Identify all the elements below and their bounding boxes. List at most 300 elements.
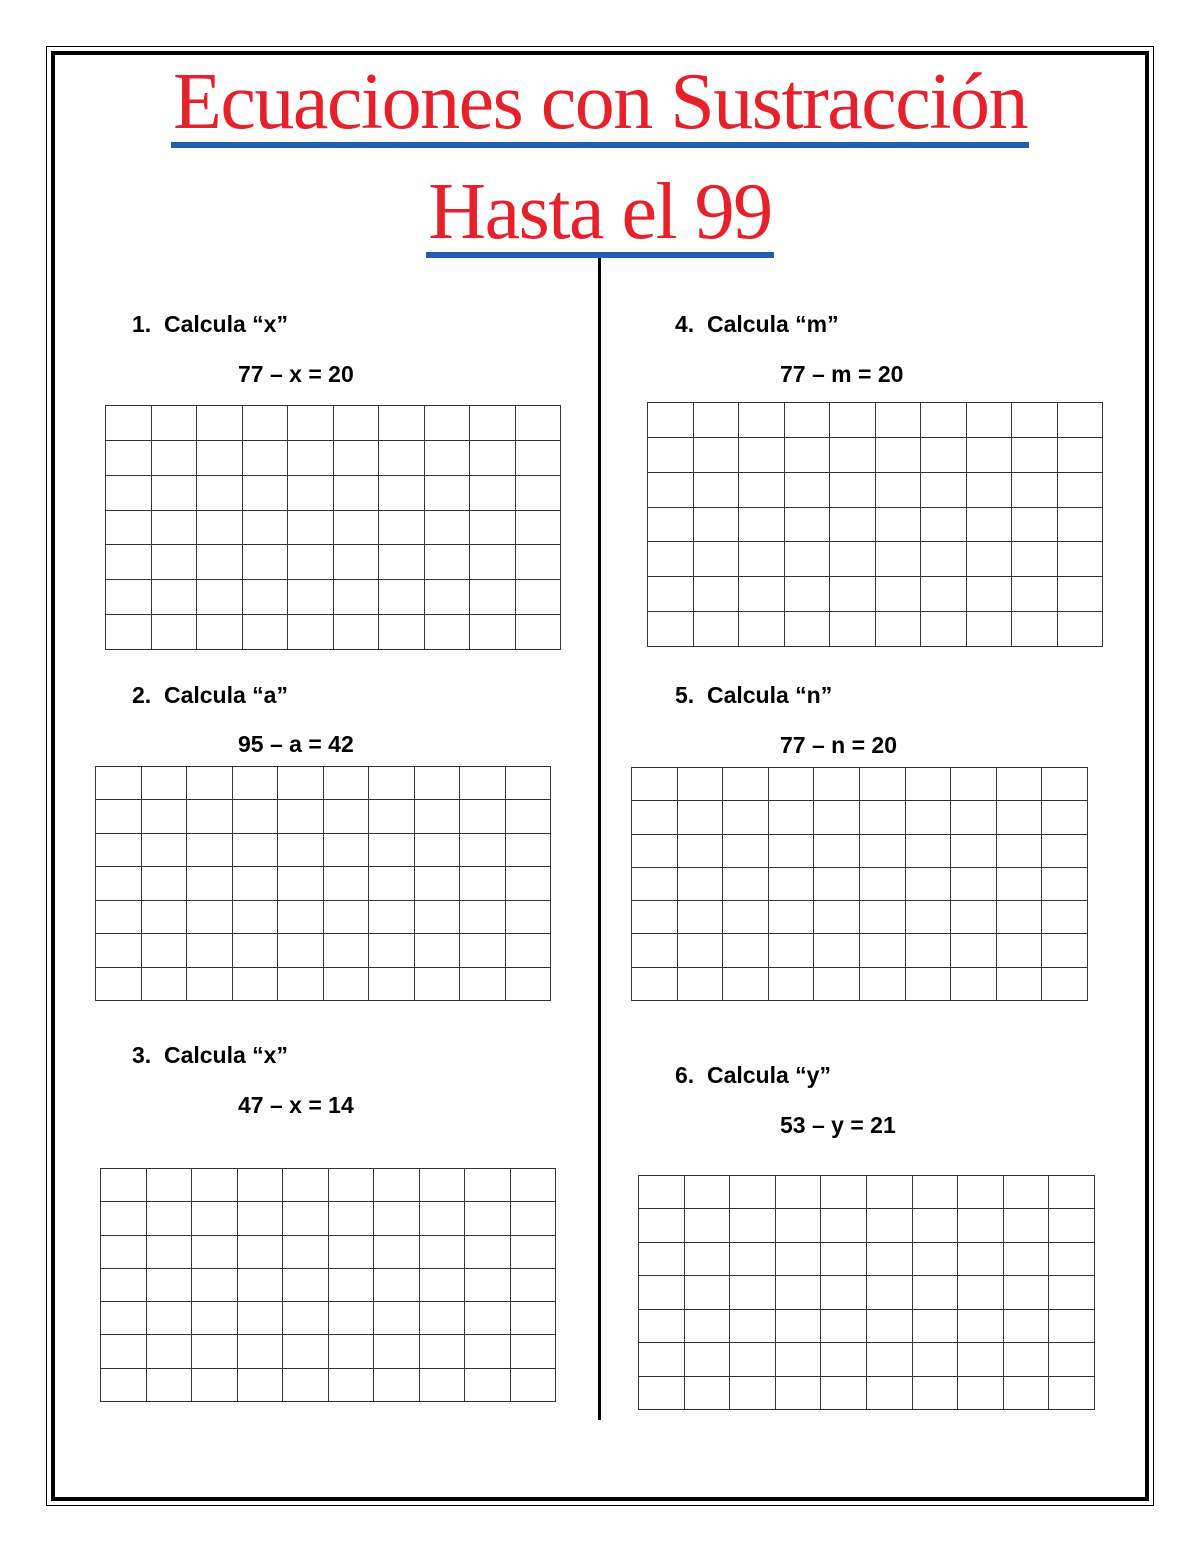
grid-cell[interactable] xyxy=(278,767,324,800)
grid-cell[interactable] xyxy=(1012,403,1058,438)
grid-cell[interactable] xyxy=(921,577,967,612)
grid-cell[interactable] xyxy=(238,1169,284,1202)
grid-cell[interactable] xyxy=(465,1236,511,1269)
grid-cell[interactable] xyxy=(821,1377,867,1410)
grid-cell[interactable] xyxy=(1042,968,1088,1001)
grid-cell[interactable] xyxy=(142,901,188,934)
grid-cell[interactable] xyxy=(678,868,724,901)
grid-cell[interactable] xyxy=(147,1236,193,1269)
grid-cell[interactable] xyxy=(730,1377,776,1410)
grid-cell[interactable] xyxy=(470,476,516,511)
grid-cell[interactable] xyxy=(425,511,471,546)
grid-cell[interactable] xyxy=(460,867,506,900)
grid-cell[interactable] xyxy=(867,1209,913,1242)
grid-cell[interactable] xyxy=(723,868,769,901)
grid-cell[interactable] xyxy=(324,867,370,900)
grid-cell[interactable] xyxy=(678,901,724,934)
grid-cell[interactable] xyxy=(197,580,243,615)
grid-cell[interactable] xyxy=(334,615,380,650)
grid-cell[interactable] xyxy=(470,441,516,476)
grid-cell[interactable] xyxy=(187,934,233,967)
grid-cell[interactable] xyxy=(776,1310,822,1343)
grid-cell[interactable] xyxy=(516,511,562,546)
grid-cell[interactable] xyxy=(187,901,233,934)
grid-cell[interactable] xyxy=(465,1302,511,1335)
grid-cell[interactable] xyxy=(785,577,831,612)
grid-cell[interactable] xyxy=(906,835,952,868)
grid-cell[interactable] xyxy=(187,867,233,900)
grid-cell[interactable] xyxy=(958,1209,1004,1242)
grid-cell[interactable] xyxy=(723,835,769,868)
grid-cell[interactable] xyxy=(511,1335,557,1368)
grid-cell[interactable] xyxy=(142,867,188,900)
grid-cell[interactable] xyxy=(906,768,952,801)
grid-cell[interactable] xyxy=(460,934,506,967)
grid-cell[interactable] xyxy=(425,580,471,615)
grid-cell[interactable] xyxy=(233,968,279,1001)
grid-cell[interactable] xyxy=(152,580,198,615)
grid-cell[interactable] xyxy=(876,577,922,612)
grid-cell[interactable] xyxy=(769,868,815,901)
grid-cell[interactable] xyxy=(369,867,415,900)
grid-cell[interactable] xyxy=(951,934,997,967)
grid-cell[interactable] xyxy=(506,867,552,900)
exercise-4-answer-grid[interactable] xyxy=(647,402,1103,647)
grid-cell[interactable] xyxy=(197,545,243,580)
grid-cell[interactable] xyxy=(921,508,967,543)
grid-cell[interactable] xyxy=(694,577,740,612)
grid-cell[interactable] xyxy=(142,834,188,867)
grid-cell[interactable] xyxy=(278,834,324,867)
grid-cell[interactable] xyxy=(334,545,380,580)
grid-cell[interactable] xyxy=(243,580,289,615)
grid-cell[interactable] xyxy=(243,476,289,511)
grid-cell[interactable] xyxy=(374,1302,420,1335)
grid-cell[interactable] xyxy=(470,511,516,546)
grid-cell[interactable] xyxy=(415,867,461,900)
grid-cell[interactable] xyxy=(192,1302,238,1335)
grid-cell[interactable] xyxy=(142,968,188,1001)
grid-cell[interactable] xyxy=(1049,1276,1095,1309)
grid-cell[interactable] xyxy=(921,542,967,577)
grid-cell[interactable] xyxy=(685,1176,731,1209)
grid-cell[interactable] xyxy=(420,1369,466,1402)
grid-cell[interactable] xyxy=(243,545,289,580)
grid-cell[interactable] xyxy=(106,406,152,441)
grid-cell[interactable] xyxy=(1058,473,1104,508)
grid-cell[interactable] xyxy=(369,834,415,867)
grid-cell[interactable] xyxy=(460,767,506,800)
grid-cell[interactable] xyxy=(639,1377,685,1410)
grid-cell[interactable] xyxy=(1058,612,1104,647)
grid-cell[interactable] xyxy=(776,1343,822,1376)
grid-cell[interactable] xyxy=(776,1276,822,1309)
grid-cell[interactable] xyxy=(142,934,188,967)
grid-cell[interactable] xyxy=(739,612,785,647)
grid-cell[interactable] xyxy=(192,1236,238,1269)
grid-cell[interactable] xyxy=(288,441,334,476)
grid-cell[interactable] xyxy=(283,1202,329,1235)
grid-cell[interactable] xyxy=(632,768,678,801)
grid-cell[interactable] xyxy=(142,800,188,833)
grid-cell[interactable] xyxy=(324,800,370,833)
grid-cell[interactable] xyxy=(96,800,142,833)
grid-cell[interactable] xyxy=(830,473,876,508)
grid-cell[interactable] xyxy=(324,834,370,867)
grid-cell[interactable] xyxy=(958,1243,1004,1276)
grid-cell[interactable] xyxy=(238,1269,284,1302)
grid-cell[interactable] xyxy=(233,901,279,934)
grid-cell[interactable] xyxy=(243,441,289,476)
grid-cell[interactable] xyxy=(233,867,279,900)
grid-cell[interactable] xyxy=(1049,1310,1095,1343)
grid-cell[interactable] xyxy=(1058,542,1104,577)
grid-cell[interactable] xyxy=(465,1335,511,1368)
grid-cell[interactable] xyxy=(1042,835,1088,868)
grid-cell[interactable] xyxy=(238,1302,284,1335)
grid-cell[interactable] xyxy=(329,1269,375,1302)
grid-cell[interactable] xyxy=(197,511,243,546)
grid-cell[interactable] xyxy=(867,1343,913,1376)
grid-cell[interactable] xyxy=(96,901,142,934)
grid-cell[interactable] xyxy=(106,441,152,476)
grid-cell[interactable] xyxy=(785,438,831,473)
grid-cell[interactable] xyxy=(516,476,562,511)
grid-cell[interactable] xyxy=(283,1302,329,1335)
grid-cell[interactable] xyxy=(243,615,289,650)
grid-cell[interactable] xyxy=(776,1209,822,1242)
grid-cell[interactable] xyxy=(152,615,198,650)
grid-cell[interactable] xyxy=(152,476,198,511)
grid-cell[interactable] xyxy=(192,1269,238,1302)
grid-cell[interactable] xyxy=(785,473,831,508)
grid-cell[interactable] xyxy=(694,473,740,508)
grid-cell[interactable] xyxy=(288,511,334,546)
grid-cell[interactable] xyxy=(187,968,233,1001)
grid-cell[interactable] xyxy=(233,767,279,800)
grid-cell[interactable] xyxy=(632,901,678,934)
grid-cell[interactable] xyxy=(233,934,279,967)
grid-cell[interactable] xyxy=(147,1369,193,1402)
grid-cell[interactable] xyxy=(197,615,243,650)
grid-cell[interactable] xyxy=(465,1269,511,1302)
grid-cell[interactable] xyxy=(324,901,370,934)
grid-cell[interactable] xyxy=(283,1335,329,1368)
grid-cell[interactable] xyxy=(967,438,1013,473)
grid-cell[interactable] xyxy=(997,934,1043,967)
grid-cell[interactable] xyxy=(324,968,370,1001)
grid-cell[interactable] xyxy=(147,1169,193,1202)
grid-cell[interactable] xyxy=(632,934,678,967)
grid-cell[interactable] xyxy=(511,1202,557,1235)
grid-cell[interactable] xyxy=(415,934,461,967)
grid-cell[interactable] xyxy=(506,767,552,800)
grid-cell[interactable] xyxy=(739,542,785,577)
grid-cell[interactable] xyxy=(830,577,876,612)
grid-cell[interactable] xyxy=(1049,1377,1095,1410)
grid-cell[interactable] xyxy=(685,1377,731,1410)
grid-cell[interactable] xyxy=(906,868,952,901)
grid-cell[interactable] xyxy=(951,901,997,934)
grid-cell[interactable] xyxy=(913,1310,959,1343)
grid-cell[interactable] xyxy=(415,767,461,800)
grid-cell[interactable] xyxy=(876,403,922,438)
grid-cell[interactable] xyxy=(516,580,562,615)
grid-cell[interactable] xyxy=(769,768,815,801)
grid-cell[interactable] xyxy=(283,1269,329,1302)
grid-cell[interactable] xyxy=(906,801,952,834)
grid-cell[interactable] xyxy=(678,968,724,1001)
grid-cell[interactable] xyxy=(997,801,1043,834)
grid-cell[interactable] xyxy=(506,800,552,833)
grid-cell[interactable] xyxy=(1004,1310,1050,1343)
grid-cell[interactable] xyxy=(951,835,997,868)
grid-cell[interactable] xyxy=(152,441,198,476)
grid-cell[interactable] xyxy=(632,968,678,1001)
grid-cell[interactable] xyxy=(821,1176,867,1209)
grid-cell[interactable] xyxy=(723,934,769,967)
grid-cell[interactable] xyxy=(723,768,769,801)
grid-cell[interactable] xyxy=(860,968,906,1001)
grid-cell[interactable] xyxy=(814,968,860,1001)
grid-cell[interactable] xyxy=(685,1209,731,1242)
grid-cell[interactable] xyxy=(785,508,831,543)
grid-cell[interactable] xyxy=(876,508,922,543)
grid-cell[interactable] xyxy=(951,801,997,834)
exercise-3-answer-grid[interactable] xyxy=(100,1168,556,1402)
grid-cell[interactable] xyxy=(379,580,425,615)
grid-cell[interactable] xyxy=(876,612,922,647)
grid-cell[interactable] xyxy=(1058,508,1104,543)
grid-cell[interactable] xyxy=(958,1310,1004,1343)
grid-cell[interactable] xyxy=(288,406,334,441)
grid-cell[interactable] xyxy=(639,1310,685,1343)
grid-cell[interactable] xyxy=(814,801,860,834)
grid-cell[interactable] xyxy=(739,403,785,438)
grid-cell[interactable] xyxy=(913,1276,959,1309)
grid-cell[interactable] xyxy=(951,968,997,1001)
grid-cell[interactable] xyxy=(506,901,552,934)
grid-cell[interactable] xyxy=(106,615,152,650)
grid-cell[interactable] xyxy=(694,403,740,438)
grid-cell[interactable] xyxy=(147,1269,193,1302)
grid-cell[interactable] xyxy=(420,1302,466,1335)
grid-cell[interactable] xyxy=(1012,438,1058,473)
grid-cell[interactable] xyxy=(374,1202,420,1235)
grid-cell[interactable] xyxy=(997,768,1043,801)
grid-cell[interactable] xyxy=(913,1243,959,1276)
grid-cell[interactable] xyxy=(278,901,324,934)
grid-cell[interactable] xyxy=(648,577,694,612)
grid-cell[interactable] xyxy=(785,542,831,577)
grid-cell[interactable] xyxy=(913,1176,959,1209)
grid-cell[interactable] xyxy=(516,615,562,650)
grid-cell[interactable] xyxy=(921,403,967,438)
grid-cell[interactable] xyxy=(997,901,1043,934)
grid-cell[interactable] xyxy=(876,542,922,577)
grid-cell[interactable] xyxy=(415,800,461,833)
grid-cell[interactable] xyxy=(101,1269,147,1302)
grid-cell[interactable] xyxy=(470,545,516,580)
grid-cell[interactable] xyxy=(1012,612,1058,647)
grid-cell[interactable] xyxy=(470,406,516,441)
grid-cell[interactable] xyxy=(639,1176,685,1209)
grid-cell[interactable] xyxy=(678,934,724,967)
grid-cell[interactable] xyxy=(1012,577,1058,612)
grid-cell[interactable] xyxy=(329,1202,375,1235)
grid-cell[interactable] xyxy=(511,1169,557,1202)
grid-cell[interactable] xyxy=(96,867,142,900)
grid-cell[interactable] xyxy=(769,801,815,834)
grid-cell[interactable] xyxy=(415,901,461,934)
grid-cell[interactable] xyxy=(460,901,506,934)
grid-cell[interactable] xyxy=(465,1369,511,1402)
grid-cell[interactable] xyxy=(694,612,740,647)
grid-cell[interactable] xyxy=(460,968,506,1001)
grid-cell[interactable] xyxy=(197,441,243,476)
grid-cell[interactable] xyxy=(197,406,243,441)
grid-cell[interactable] xyxy=(967,577,1013,612)
grid-cell[interactable] xyxy=(238,1202,284,1235)
grid-cell[interactable] xyxy=(152,545,198,580)
grid-cell[interactable] xyxy=(374,1269,420,1302)
grid-cell[interactable] xyxy=(967,542,1013,577)
grid-cell[interactable] xyxy=(369,968,415,1001)
grid-cell[interactable] xyxy=(425,476,471,511)
grid-cell[interactable] xyxy=(913,1209,959,1242)
grid-cell[interactable] xyxy=(233,800,279,833)
grid-cell[interactable] xyxy=(1042,801,1088,834)
grid-cell[interactable] xyxy=(379,476,425,511)
grid-cell[interactable] xyxy=(329,1369,375,1402)
grid-cell[interactable] xyxy=(425,406,471,441)
grid-cell[interactable] xyxy=(369,934,415,967)
grid-cell[interactable] xyxy=(785,403,831,438)
grid-cell[interactable] xyxy=(860,868,906,901)
grid-cell[interactable] xyxy=(238,1369,284,1402)
grid-cell[interactable] xyxy=(685,1343,731,1376)
exercise-5-answer-grid[interactable] xyxy=(631,767,1088,1001)
grid-cell[interactable] xyxy=(648,542,694,577)
grid-cell[interactable] xyxy=(142,767,188,800)
grid-cell[interactable] xyxy=(958,1176,1004,1209)
grid-cell[interactable] xyxy=(379,545,425,580)
grid-cell[interactable] xyxy=(967,473,1013,508)
grid-cell[interactable] xyxy=(106,545,152,580)
grid-cell[interactable] xyxy=(913,1343,959,1376)
grid-cell[interactable] xyxy=(101,1236,147,1269)
grid-cell[interactable] xyxy=(369,767,415,800)
grid-cell[interactable] xyxy=(288,545,334,580)
grid-cell[interactable] xyxy=(1012,508,1058,543)
grid-cell[interactable] xyxy=(238,1236,284,1269)
grid-cell[interactable] xyxy=(101,1335,147,1368)
grid-cell[interactable] xyxy=(814,768,860,801)
grid-cell[interactable] xyxy=(415,834,461,867)
grid-cell[interactable] xyxy=(769,968,815,1001)
grid-cell[interactable] xyxy=(379,441,425,476)
grid-cell[interactable] xyxy=(685,1276,731,1309)
grid-cell[interactable] xyxy=(369,800,415,833)
grid-cell[interactable] xyxy=(1004,1176,1050,1209)
grid-cell[interactable] xyxy=(106,511,152,546)
grid-cell[interactable] xyxy=(951,768,997,801)
grid-cell[interactable] xyxy=(329,1169,375,1202)
grid-cell[interactable] xyxy=(278,934,324,967)
grid-cell[interactable] xyxy=(821,1209,867,1242)
grid-cell[interactable] xyxy=(96,968,142,1001)
grid-cell[interactable] xyxy=(1049,1209,1095,1242)
grid-cell[interactable] xyxy=(1049,1243,1095,1276)
grid-cell[interactable] xyxy=(415,968,461,1001)
grid-cell[interactable] xyxy=(511,1369,557,1402)
grid-cell[interactable] xyxy=(470,580,516,615)
grid-cell[interactable] xyxy=(639,1343,685,1376)
grid-cell[interactable] xyxy=(723,801,769,834)
grid-cell[interactable] xyxy=(278,968,324,1001)
exercise-6-answer-grid[interactable] xyxy=(638,1175,1095,1410)
grid-cell[interactable] xyxy=(685,1243,731,1276)
grid-cell[interactable] xyxy=(278,867,324,900)
exercise-1-answer-grid[interactable] xyxy=(105,405,561,650)
grid-cell[interactable] xyxy=(776,1243,822,1276)
grid-cell[interactable] xyxy=(997,868,1043,901)
grid-cell[interactable] xyxy=(420,1236,466,1269)
grid-cell[interactable] xyxy=(648,403,694,438)
grid-cell[interactable] xyxy=(821,1243,867,1276)
grid-cell[interactable] xyxy=(906,901,952,934)
grid-cell[interactable] xyxy=(192,1369,238,1402)
grid-cell[interactable] xyxy=(639,1276,685,1309)
grid-cell[interactable] xyxy=(334,511,380,546)
grid-cell[interactable] xyxy=(730,1310,776,1343)
grid-cell[interactable] xyxy=(1049,1343,1095,1376)
grid-cell[interactable] xyxy=(420,1202,466,1235)
grid-cell[interactable] xyxy=(460,834,506,867)
grid-cell[interactable] xyxy=(106,580,152,615)
grid-cell[interactable] xyxy=(860,835,906,868)
grid-cell[interactable] xyxy=(187,834,233,867)
grid-cell[interactable] xyxy=(324,767,370,800)
grid-cell[interactable] xyxy=(288,615,334,650)
grid-cell[interactable] xyxy=(639,1209,685,1242)
grid-cell[interactable] xyxy=(152,406,198,441)
grid-cell[interactable] xyxy=(152,511,198,546)
grid-cell[interactable] xyxy=(867,1243,913,1276)
grid-cell[interactable] xyxy=(821,1343,867,1376)
grid-cell[interactable] xyxy=(516,441,562,476)
grid-cell[interactable] xyxy=(324,934,370,967)
grid-cell[interactable] xyxy=(739,508,785,543)
grid-cell[interactable] xyxy=(876,473,922,508)
grid-cell[interactable] xyxy=(379,511,425,546)
grid-cell[interactable] xyxy=(730,1243,776,1276)
grid-cell[interactable] xyxy=(694,542,740,577)
grid-cell[interactable] xyxy=(1042,901,1088,934)
grid-cell[interactable] xyxy=(821,1276,867,1309)
grid-cell[interactable] xyxy=(1004,1343,1050,1376)
grid-cell[interactable] xyxy=(685,1310,731,1343)
grid-cell[interactable] xyxy=(187,800,233,833)
grid-cell[interactable] xyxy=(379,615,425,650)
grid-cell[interactable] xyxy=(243,406,289,441)
grid-cell[interactable] xyxy=(1042,934,1088,967)
grid-cell[interactable] xyxy=(730,1343,776,1376)
grid-cell[interactable] xyxy=(1004,1276,1050,1309)
grid-cell[interactable] xyxy=(278,800,324,833)
grid-cell[interactable] xyxy=(334,441,380,476)
grid-cell[interactable] xyxy=(506,934,552,967)
